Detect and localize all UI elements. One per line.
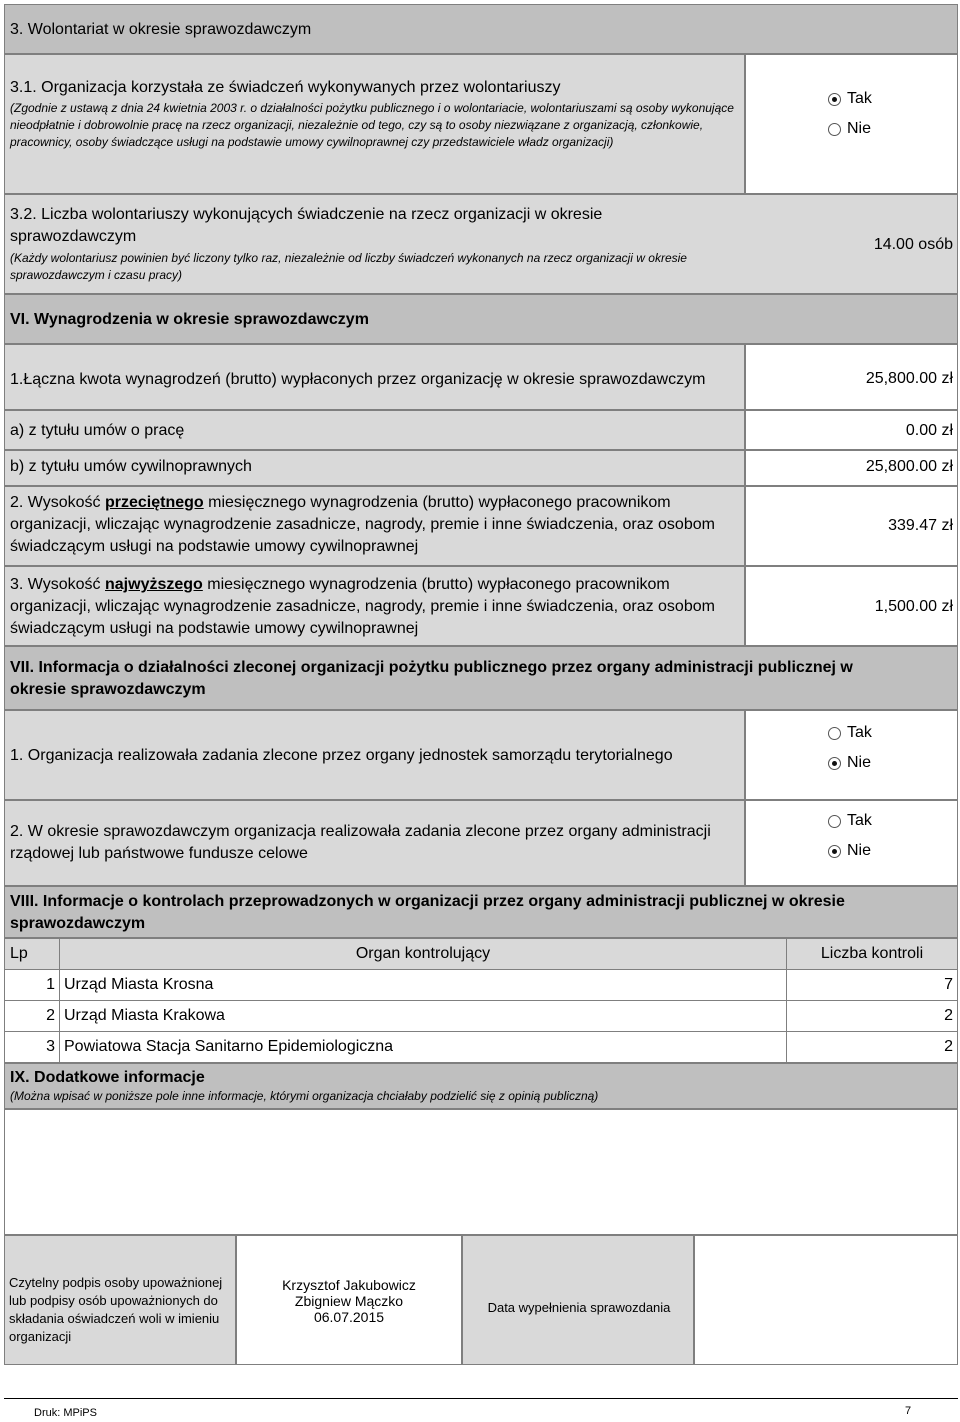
- signature-label: Czytelny podpis osoby upoważnionej lub podpisy osób upoważnionych do składania oświadczeń woli w imieniu organizacji: [9, 1275, 223, 1344]
- date-label: Data wypełnienia sprawozdania: [487, 1300, 671, 1315]
- section-3-title: 3. Wolontariat w okresie sprawozdawczym: [10, 21, 312, 38]
- row-count: 2: [787, 1001, 958, 1032]
- section-6-header: [4, 294, 958, 344]
- wages-average-label: [10, 492, 742, 558]
- row-count: 2: [787, 1032, 958, 1063]
- wages-total-value: 25,800.00 zł: [865, 370, 953, 387]
- header-lp: Lp: [5, 939, 60, 970]
- table-row: [5, 1032, 958, 1063]
- signature-date: 06.07.2015: [313, 1309, 385, 1325]
- wages-highest-label: [10, 574, 742, 640]
- section-7-header: [4, 646, 958, 710]
- signature-value-cell[interactable]: [236, 1235, 462, 1365]
- q31-title: 3.1. Organizacja korzystała ze świadczeń wykonywanych przez wolontariuszy: [10, 79, 561, 96]
- q32-label-cell: [4, 194, 958, 294]
- option-label: Tak: [847, 812, 872, 829]
- section-8-title: VIII. Informacje o kontrolach przeprowadzonych w organizacji przez organy administracji publicznej w okresie sprawozdawczym: [10, 893, 845, 932]
- header-count: Liczba kontroli: [787, 939, 958, 970]
- section-3-header: [4, 4, 958, 54]
- footer-page-number: 7: [905, 1405, 912, 1417]
- section-6-title: VI. Wynagrodzenia w okresie sprawozdawczym: [10, 311, 369, 328]
- header-organ: Organ kontrolujący: [60, 939, 787, 970]
- wages-total-label-cell: [4, 344, 745, 410]
- section-9-note: (Można wpisać w poniższe pole inne informacje, którymi organizacja chciałaby podzielić się z opinią publiczną): [10, 1089, 599, 1103]
- date-label-cell: [462, 1235, 694, 1365]
- section-9-title: IX. Dodatkowe informacje: [10, 1069, 205, 1086]
- q31-radio-group: [828, 89, 872, 139]
- wages-average-pre: 2. Wysokość: [10, 494, 105, 511]
- controls-table: [4, 938, 958, 1063]
- wages-average-value: 339.47 zł: [888, 517, 953, 534]
- q31-label-cell: [4, 54, 745, 194]
- wages-civil-value: 25,800.00 zł: [865, 458, 953, 475]
- q31-note: (Zgodnie z ustawą z dnia 24 kwietnia 2003 r. o działalności pożytku publicznego i o wolontariacie, wolontariuszami są osoby wykonujące nieodpłatnie i dobrowolnie pracę na rzecz organizacji, niezależnie od tego, czy są to osoby niezwiązane z organizacją, członkowie, pracownicy, osoby świadczące usługi na podstawie umowy cywilnoprawnej czy przedstawiciele władz organizacji): [10, 101, 734, 149]
- radio-checked-icon: [828, 845, 841, 858]
- option-label: Nie: [847, 754, 872, 771]
- wages-highest-value: 1,500.00 zł: [874, 598, 953, 615]
- wages-average-label-cell: [4, 486, 745, 566]
- signer-1: Krzysztof Jakubowicz: [282, 1277, 416, 1293]
- wages-highest-value-cell: [745, 566, 958, 646]
- wages-employment-label-cell: [4, 410, 745, 450]
- radio-checked-icon: [828, 757, 841, 770]
- s7-q2-option-nie[interactable]: [828, 841, 872, 861]
- row-organ: Urząd Miasta Krakowa: [60, 1001, 787, 1032]
- q31-option-tak[interactable]: [828, 89, 872, 109]
- s7-q2-label-cell: [4, 800, 745, 886]
- s7-q2-answer-cell: [745, 800, 958, 886]
- wages-total-label: 1.Łączna kwota wynagrodzeń (brutto) wypłaconych przez organizację w okresie sprawozdawczym: [10, 371, 706, 388]
- footer-print: Druk: MPiPS: [34, 1407, 97, 1419]
- wages-civil-label-cell: [4, 450, 745, 486]
- wages-highest-label-cell: [4, 566, 745, 646]
- s7-q2-radio-group: [828, 811, 872, 861]
- wages-civil-value-cell: [745, 450, 958, 486]
- s7-q2-label: 2. W okresie sprawozdawczym organizacja realizowała zadania zlecone przez organy administracji rządowej lub państwowe fundusze celowe: [10, 823, 711, 862]
- wages-employment-value: 0.00 zł: [905, 422, 953, 439]
- footer-divider: [4, 1398, 958, 1399]
- s7-q1-option-nie[interactable]: [828, 753, 872, 773]
- wages-highest-post: miesięcznego wynagrodzenia (brutto) wypłaconego pracownikom organizacji, wliczając wynagrodzenie zasadnicze, nagrody, premie i inne świadczenia, oraz osobom świadczącym usługi na podstawie umowy cywilnoprawnej: [10, 576, 715, 637]
- q31-answer-cell: [745, 54, 958, 194]
- table-row: [5, 1001, 958, 1032]
- s7-q1-answer-cell: [745, 710, 958, 800]
- wages-employment-label: a) z tytułu umów o pracę: [10, 422, 185, 439]
- signer-2: Zbigniew Mączko: [294, 1293, 404, 1309]
- additional-info-field[interactable]: [4, 1109, 958, 1235]
- table-header-row: [5, 939, 958, 970]
- option-label: Nie: [847, 120, 872, 137]
- option-label: Tak: [847, 90, 872, 107]
- s7-q1-label: 1. Organizacja realizowała zadania zlecone przez organy jednostek samorządu terytorialnego: [10, 747, 673, 764]
- wages-highest-bold: najwyższego: [105, 576, 203, 593]
- option-label: Nie: [847, 842, 872, 859]
- signature-label-cell: [4, 1235, 236, 1365]
- s7-q1-option-tak[interactable]: [828, 723, 872, 743]
- row-organ: Urząd Miasta Krosna: [60, 970, 787, 1001]
- wages-average-post: miesięcznego wynagrodzenia (brutto) wypłaconego pracownikom organizacji, wliczając wynagrodzenie zasadnicze, nagrody, premie i inne świadczenia, oraz osobom świadczącym usługi na podstawie umowy cywilnoprawnej: [10, 494, 715, 555]
- wages-average-bold: przeciętnego: [105, 494, 204, 511]
- wages-employment-value-cell: [745, 410, 958, 450]
- q31-option-nie[interactable]: [828, 119, 872, 139]
- s7-q1-label-cell: [4, 710, 745, 800]
- signature-names: [237, 1277, 461, 1325]
- row-organ: Powiatowa Stacja Sanitarno Epidemiologiczna: [60, 1032, 787, 1063]
- radio-unchecked-icon: [828, 727, 841, 740]
- date-value-cell[interactable]: [694, 1235, 958, 1365]
- row-lp: 2: [5, 1001, 60, 1032]
- q32-value: 14.00 osób: [873, 236, 953, 253]
- s7-q1-radio-group: [828, 723, 872, 773]
- q32-title: 3.2. Liczba wolontariuszy wykonujących świadczenie na rzecz organizacji w okresie sprawozdawczym: [10, 206, 603, 245]
- wages-total-value-cell: [745, 344, 958, 410]
- section-8-header: [4, 886, 958, 938]
- s7-q2-option-tak[interactable]: [828, 811, 872, 831]
- row-lp: 1: [5, 970, 60, 1001]
- radio-checked-icon: [828, 93, 841, 106]
- row-count: 7: [787, 970, 958, 1001]
- table-row: [5, 970, 958, 1001]
- section-7-title: VII. Informacja o działalności zleconej organizacji pożytku publicznego przez organy administracji publicznej w okresie sprawozdawczym: [10, 659, 853, 698]
- wages-civil-label: b) z tytułu umów cywilnoprawnych: [10, 458, 252, 475]
- wages-average-value-cell: [745, 486, 958, 566]
- wages-highest-pre: 3. Wysokość: [10, 576, 105, 593]
- section-9-header: [4, 1063, 958, 1109]
- radio-unchecked-icon: [828, 123, 841, 136]
- q32-note: (Każdy wolontariusz powinien być liczony tylko raz, niezależnie od liczby świadczeń wykonanych na rzecz organizacji w okresie sprawozdawczym i czasu pracy): [10, 251, 687, 282]
- option-label: Tak: [847, 724, 872, 741]
- row-lp: 3: [5, 1032, 60, 1063]
- radio-unchecked-icon: [828, 815, 841, 828]
